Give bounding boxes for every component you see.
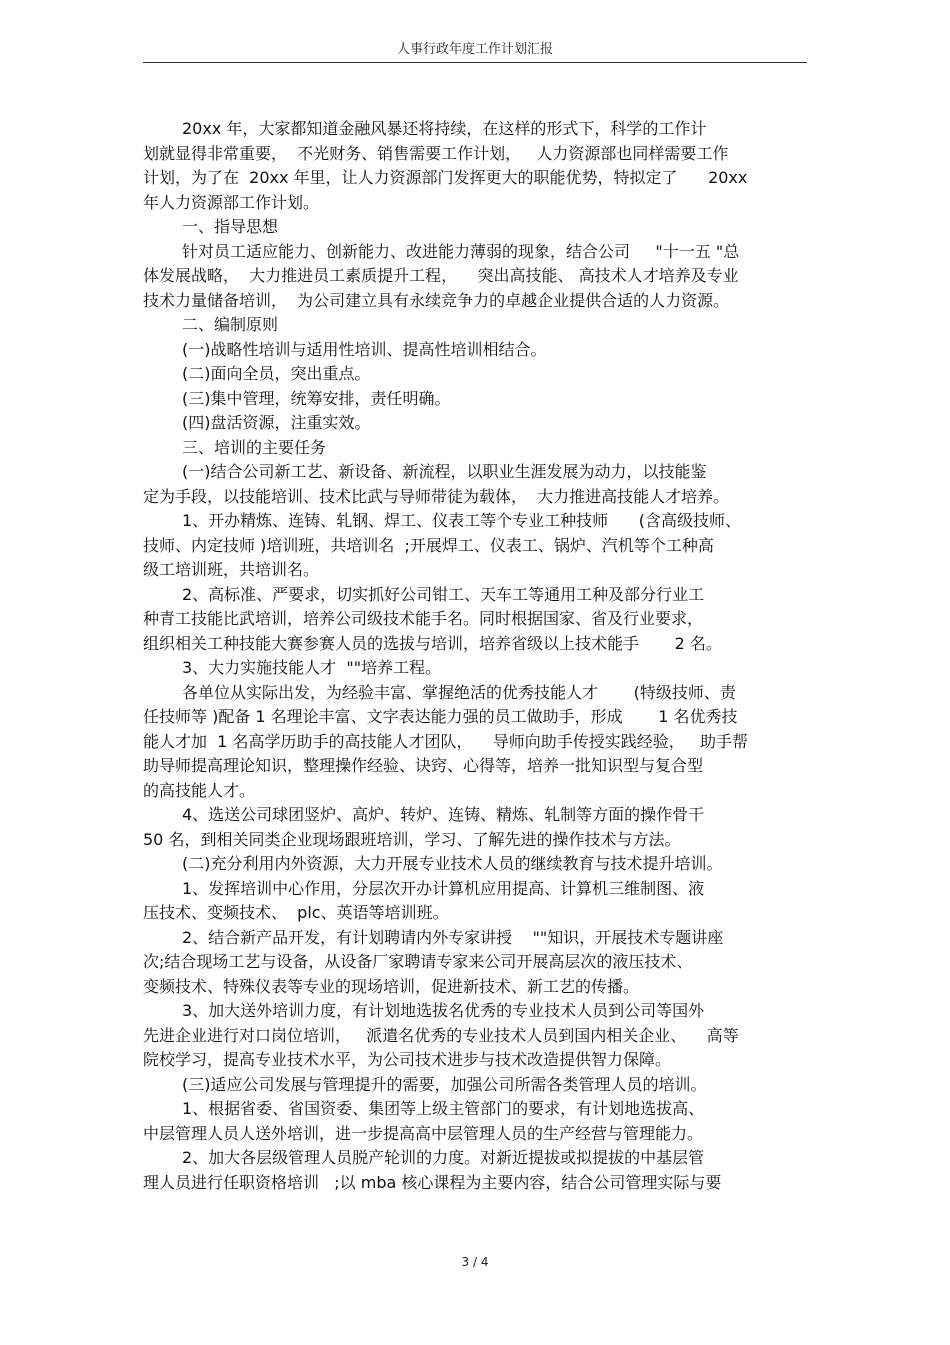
- paragraph-line: 院校学习，提高专业技术水平，为公司技术进步与技术改造提供智力保障。: [143, 1050, 672, 1069]
- paragraph-line: 种青工技能比武培训，培养公司级技术能手名。同时根据国家、省及行业要求，: [143, 609, 704, 628]
- paragraph-line: 2、结合新产品开发，有计划聘请内外专家讲授 ""知识，开展技术专题讲座: [182, 927, 724, 947]
- paragraph-line: 任技师等 )配备 1 名理论丰富、文字表达能力强的员工做助手，形成 1 名优秀技: [143, 707, 738, 726]
- paragraph-line: (一)结合公司新工艺、新设备、新流程，以职业生涯发展为动力，以技能鉴: [182, 462, 707, 481]
- paragraph-line: 中层管理人员人送外培训，进一步提高高中层管理人员的生产经营与管理能力。: [143, 1123, 704, 1143]
- paragraph-line: 助导师提高理论知识，整理操作经验、诀窍、心得等，培养一批知识型与复合型: [143, 756, 704, 775]
- paragraph-line: 4、选送公司球团竖炉、高炉、转炉、连铸、精炼、轧制等方面的操作骨干: [182, 805, 705, 824]
- paragraph-line: 理人员进行任职资格培训 ;以 mba 核心课程为主要内容，结合公司管理实际与要: [143, 1172, 722, 1192]
- paragraph-line: 级工培训班，共培训名。: [143, 560, 320, 579]
- paragraph-line: 年人力资源部工作计划。: [143, 192, 320, 212]
- page-number: 3 / 4: [461, 1255, 489, 1269]
- paragraph-line: 3、大力实施技能人才 ""培养工程。: [182, 658, 442, 677]
- list-item: (四)盘活资源，注重实效。: [182, 413, 371, 432]
- document-body: [143, 117, 813, 1195]
- paragraph-line: 技师、内定技师 )培训班，共培训名 ;开展焊工、仪表工、锅炉、汽机等个工种高: [143, 535, 714, 555]
- section-heading: 一、指导思想: [182, 217, 279, 236]
- paragraph-line: 1、根据省委、省国资委、集团等上级主管部门的要求，有计划地选拔高、: [182, 1099, 705, 1118]
- paragraph-line: 能人才加 1 名高学历助手的高技能人才团队， 导师向助手传授实践经验， 助手帮: [143, 731, 749, 751]
- paragraph-line: 划就显得非常重要， 不光财务、销售需要工作计划， 人力资源部也同样需要工作: [143, 143, 729, 163]
- list-item: (一)战略性培训与适用性培训、提高性培训相结合。: [182, 339, 547, 359]
- section-heading: 二、编制原则: [182, 315, 279, 334]
- list-item: (三)集中管理，统筹安排，责任明确。: [182, 388, 451, 408]
- paragraph-line: 体发展战略， 大力推进员工素质提升工程， 突出高技能、 高技术人才培养及专业: [143, 266, 739, 285]
- paragraph-line: 各单位从实际出发，为经验丰富、掌握绝活的优秀技能人才 (特级技师、责: [182, 682, 736, 702]
- paragraph-line: (二)充分利用内外资源，大力开展专业技术人员的继续教育与技术提升培训。: [182, 854, 723, 873]
- paragraph-line: 2、加大各层级管理人员脱产轮训的力度。对新近提拔或拟提拔的中基层管: [182, 1148, 705, 1167]
- list-item: (二)面向全员，突出重点。: [182, 364, 371, 383]
- paragraph-line: 20xx 年，大家都知道金融风暴还将持续，在这样的形式下，科学的工作计: [182, 119, 707, 138]
- paragraph-line: 2、高标准、严要求，切实抓好公司钳工、天车工等通用工种及部分行业工: [182, 584, 705, 604]
- paragraph-line: 组织相关工种技能大赛参赛人员的选拔与培训，培养省级以上技术能手 2 名。: [143, 633, 722, 653]
- paragraph-line: 技术力量储备培训， 为公司建立具有永续竞争力的卓越企业提供合适的人力资源。: [143, 290, 730, 310]
- paragraph-line: 的高技能人才。: [143, 780, 256, 800]
- paragraph-line: 3、加大送外培训力度，有计划地选拔名优秀的专业技术人员到公司等国外: [182, 1001, 705, 1020]
- paragraph-line: 1、发挥培训中心作用，分层次开办计算机应用提高、计算机三维制图、液: [182, 878, 705, 898]
- paragraph-line: 1、开办精炼、连铸、轧钢、焊工、仪表工等个专业工种技师 (含高级技师、: [182, 511, 741, 530]
- paragraph-line: 针对员工适应能力、创新能力、改进能力薄弱的现象，结合公司 "十一五 "总: [182, 241, 740, 261]
- paragraph-line: 压技术、变频技术、 plc、英语等培训班。: [143, 903, 449, 922]
- paragraph-line: 50 名，到相关同类企业现场跟班培训，学习、了解先进的操作技术与方法。: [143, 829, 681, 849]
- paragraph-line: 计划，为了在 20xx 年里，让人力资源部门发挥更大的职能优势，特拟定了 20xx: [143, 168, 748, 187]
- header-divider: [143, 62, 807, 63]
- section-heading: 三、培训的主要任务: [182, 437, 327, 457]
- paragraph-line: 先进企业进行对口岗位培训， 派遣名优秀的专业技术人员到国内相关企业、 高等: [143, 1025, 739, 1045]
- page-header-title: 人事行政年度工作计划汇报: [396, 42, 553, 57]
- paragraph-line: 次;结合现场工艺与设备，从设备厂家聘请专家来公司开展高层次的液压技术、: [143, 952, 693, 971]
- paragraph-line: (三)适应公司发展与管理提升的需要，加强公司所需各类管理人员的培训。: [182, 1074, 707, 1094]
- paragraph-line: 变频技术、特殊仪表等专业的现场培训，促进新技术、新工艺的传播。: [143, 976, 640, 996]
- paragraph-line: 定为手段，以技能培训、技术比武与导师带徒为载体， 大力推进高技能人才培养。: [143, 486, 730, 506]
